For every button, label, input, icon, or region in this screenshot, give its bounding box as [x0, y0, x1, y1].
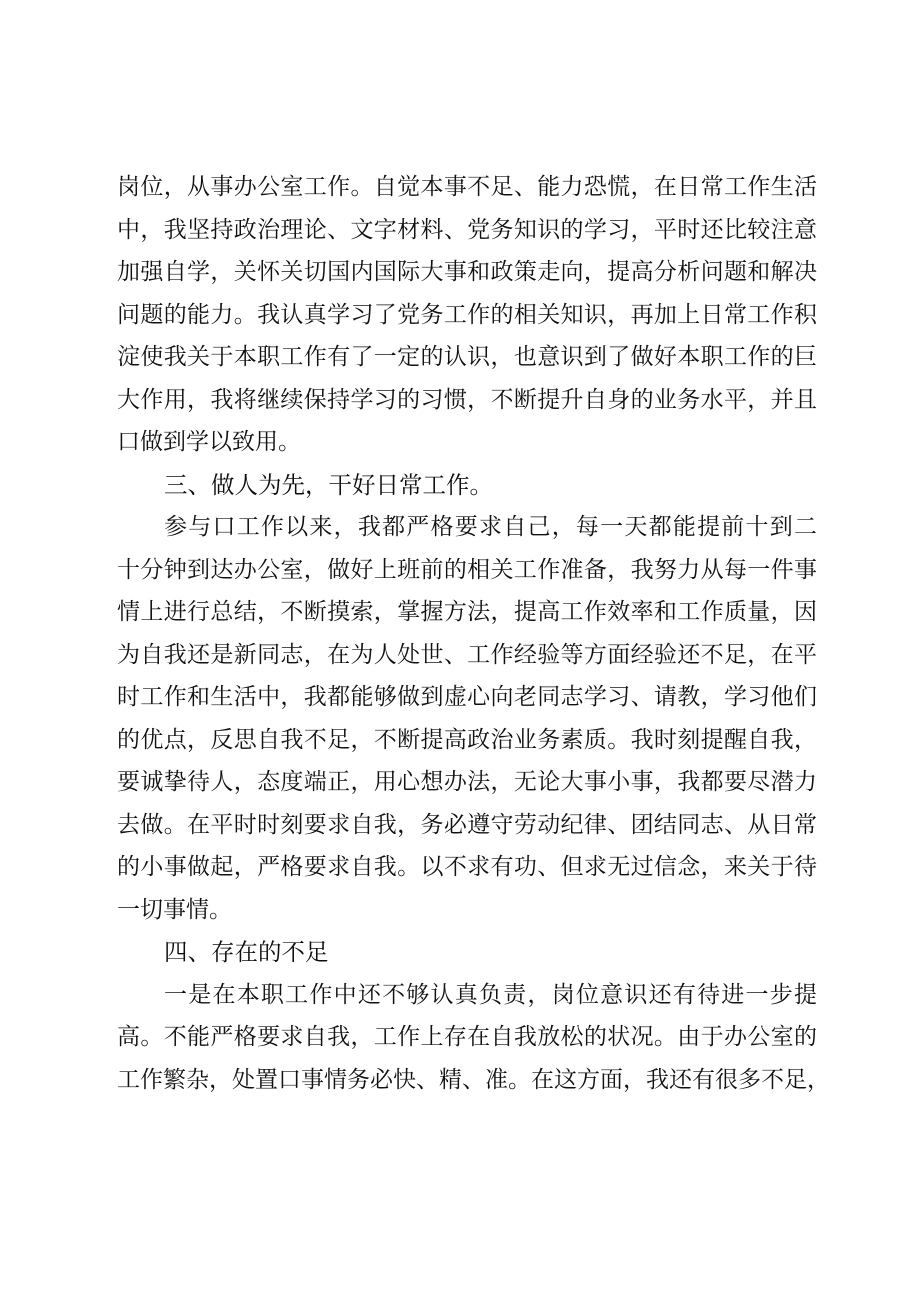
- paragraph-study: [117, 166, 817, 464]
- paragraph-line: 去做。在平时时刻要求自我，务必遵守劳动纪律、团结同志、从日常: [117, 811, 817, 838]
- document-body: [117, 166, 830, 1101]
- paragraph-line: 为自我还是新同志，在为人处世、工作经验等方面经验还不足，在平: [117, 641, 817, 668]
- paragraph-line: 一是在本职工作中还不够认真负责，岗位意识还有待进一步提: [164, 981, 817, 1008]
- paragraph-line: 岗位，从事办公室工作。自觉本事不足、能力恐慌，在日常工作生活: [117, 174, 817, 200]
- paragraph-line: 十分钟到达办公室，做好上班前的相关工作准备，我努力从每一件事: [117, 556, 817, 583]
- paragraph-line: 中，我坚持政治理论、文字材料、党务知识的学习，平时还比较注意: [117, 216, 817, 243]
- paragraph-shortcomings: [117, 974, 830, 1102]
- section-heading-4: 四、存在的不足: [164, 938, 329, 966]
- paragraph-line: 要诚挚待人，态度端正，用心想办法，无论大事小事，我都要尽潜力: [117, 769, 817, 795]
- paragraph-line: 情上进行总结，不断摸索，掌握方法，提高工作效率和工作质量，因: [117, 599, 817, 625]
- section-heading-3: 三、做人为先，干好日常工作。: [164, 470, 493, 499]
- paragraph-line: 的小事做起，严格要求自我。以不求有功、但求无过信念，来关于待: [117, 854, 817, 880]
- paragraph-line: 时工作和生活中，我都能够做到虚心向老同志学习、请教，学习他们: [117, 684, 817, 710]
- paragraph-line: 淀使我关于本职工作有了一定的认识，也意识到了做好本职工作的巨: [117, 344, 817, 370]
- paragraph-line: 口做到学以致用。: [117, 429, 301, 455]
- paragraph-daily-work: [117, 506, 817, 931]
- paragraph-line: 参与口工作以来，我都严格要求自己，每一天都能提前十到二: [164, 514, 817, 540]
- paragraph-line: 一切事情。: [117, 896, 232, 923]
- paragraph-line: 问题的能力。我认真学习了党务工作的相关知识，再加上日常工作积: [117, 301, 817, 328]
- paragraph-line: 高。不能严格要求自我，工作上存在自我放松的状况。由于办公室的: [117, 1024, 817, 1050]
- paragraph-line: 大作用，我将继续保持学习的习惯，不断提升自身的业务水平，并且: [117, 386, 817, 413]
- paragraph-line: 工作繁杂，处置口事情务必快、精、准。在这方面，我还有很多不足，: [117, 1066, 830, 1093]
- paragraph-line: 加强自学，关怀关切国内国际大事和政策走向，提高分析问题和解决: [117, 259, 817, 285]
- paragraph-line: 的优点，反思自我不足，不断提高政治业务素质。我时刻提醒自我，: [117, 726, 817, 753]
